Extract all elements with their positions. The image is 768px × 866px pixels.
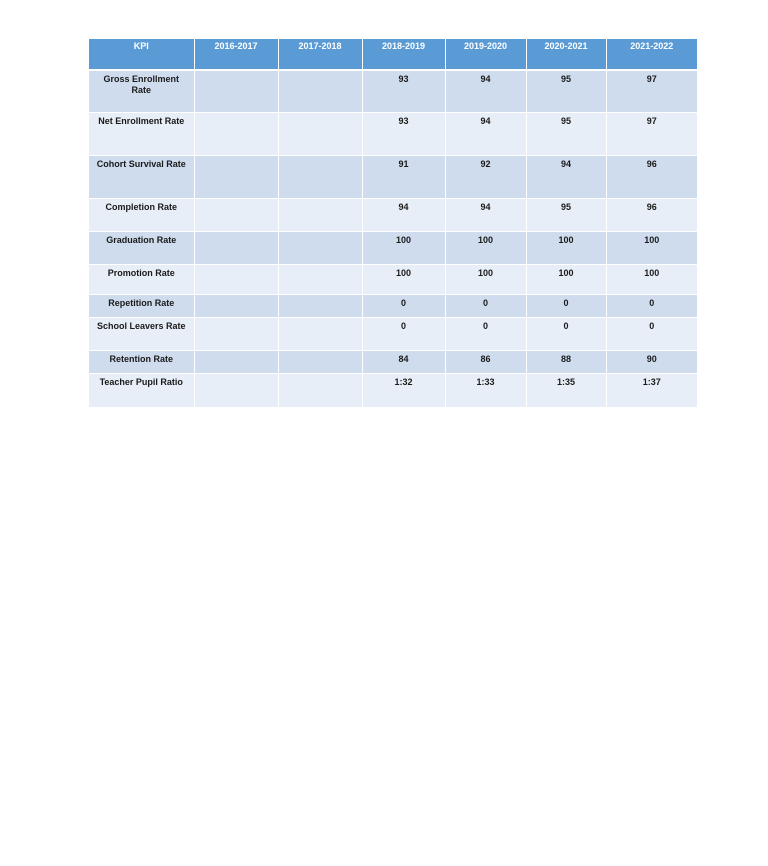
value-cell: 0: [445, 294, 526, 317]
kpi-table: [89, 39, 697, 408]
header-kpi: KPI: [89, 39, 194, 70]
table-row: [89, 350, 697, 373]
value-cell: 100: [526, 264, 606, 294]
value-cell: [194, 317, 278, 350]
value-cell: [194, 70, 278, 112]
header-2017-2018: 2017-2018: [278, 39, 362, 70]
value-cell: [278, 294, 362, 317]
value-cell: 0: [526, 317, 606, 350]
value-cell: 97: [606, 112, 697, 155]
value-cell: 95: [526, 112, 606, 155]
value-cell: 100: [445, 264, 526, 294]
kpi-name-cell: Teacher Pupil Ratio: [89, 373, 194, 407]
value-cell: 0: [606, 294, 697, 317]
table-row: [89, 294, 697, 317]
table-row: [89, 155, 697, 198]
value-cell: 94: [362, 198, 445, 231]
value-cell: [278, 350, 362, 373]
kpi-name-cell: Gross Enrollment Rate: [89, 70, 194, 112]
value-cell: 95: [526, 70, 606, 112]
value-cell: [194, 294, 278, 317]
value-cell: 0: [362, 317, 445, 350]
value-cell: 90: [606, 350, 697, 373]
value-cell: 86: [445, 350, 526, 373]
table-row: [89, 198, 697, 231]
value-cell: 0: [362, 294, 445, 317]
header-2020-2021: 2020-2021: [526, 39, 606, 70]
header-2018-2019: 2018-2019: [362, 39, 445, 70]
kpi-name-cell: Cohort Survival Rate: [89, 155, 194, 198]
value-cell: [278, 70, 362, 112]
value-cell: [278, 112, 362, 155]
value-cell: 88: [526, 350, 606, 373]
kpi-name-cell: School Leavers Rate: [89, 317, 194, 350]
value-cell: 100: [445, 231, 526, 264]
value-cell: 1:33: [445, 373, 526, 407]
table-header-row: [89, 39, 697, 70]
value-cell: [278, 317, 362, 350]
value-cell: 0: [606, 317, 697, 350]
value-cell: 94: [445, 112, 526, 155]
value-cell: 94: [526, 155, 606, 198]
value-cell: [278, 231, 362, 264]
value-cell: [194, 373, 278, 407]
value-cell: 96: [606, 155, 697, 198]
value-cell: 93: [362, 70, 445, 112]
value-cell: 1:35: [526, 373, 606, 407]
value-cell: 94: [445, 70, 526, 112]
header-2016-2017: 2016-2017: [194, 39, 278, 70]
kpi-name-cell: Retention Rate: [89, 350, 194, 373]
value-cell: 96: [606, 198, 697, 231]
table-row: [89, 373, 697, 407]
value-cell: 0: [445, 317, 526, 350]
header-2019-2020: 2019-2020: [445, 39, 526, 70]
value-cell: 100: [606, 264, 697, 294]
table-row: [89, 70, 697, 112]
value-cell: [194, 155, 278, 198]
value-cell: 100: [606, 231, 697, 264]
value-cell: [194, 231, 278, 264]
value-cell: 92: [445, 155, 526, 198]
value-cell: 100: [526, 231, 606, 264]
value-cell: 1:37: [606, 373, 697, 407]
value-cell: 100: [362, 264, 445, 294]
value-cell: [278, 155, 362, 198]
value-cell: [278, 264, 362, 294]
value-cell: 95: [526, 198, 606, 231]
table-row: [89, 112, 697, 155]
kpi-name-cell: Repetition Rate: [89, 294, 194, 317]
value-cell: [194, 350, 278, 373]
value-cell: 100: [362, 231, 445, 264]
value-cell: 93: [362, 112, 445, 155]
table-row: [89, 231, 697, 264]
value-cell: 91: [362, 155, 445, 198]
value-cell: 97: [606, 70, 697, 112]
kpi-name-cell: Completion Rate: [89, 198, 194, 231]
kpi-name-cell: Graduation Rate: [89, 231, 194, 264]
value-cell: [194, 198, 278, 231]
table-row: [89, 264, 697, 294]
value-cell: [194, 264, 278, 294]
value-cell: 1:32: [362, 373, 445, 407]
value-cell: 94: [445, 198, 526, 231]
table-row: [89, 317, 697, 350]
value-cell: 0: [526, 294, 606, 317]
kpi-name-cell: Promotion Rate: [89, 264, 194, 294]
kpi-name-cell: Net Enrollment Rate: [89, 112, 194, 155]
value-cell: [194, 112, 278, 155]
header-2021-2022: 2021-2022: [606, 39, 697, 70]
value-cell: [278, 198, 362, 231]
value-cell: 84: [362, 350, 445, 373]
value-cell: [278, 373, 362, 407]
